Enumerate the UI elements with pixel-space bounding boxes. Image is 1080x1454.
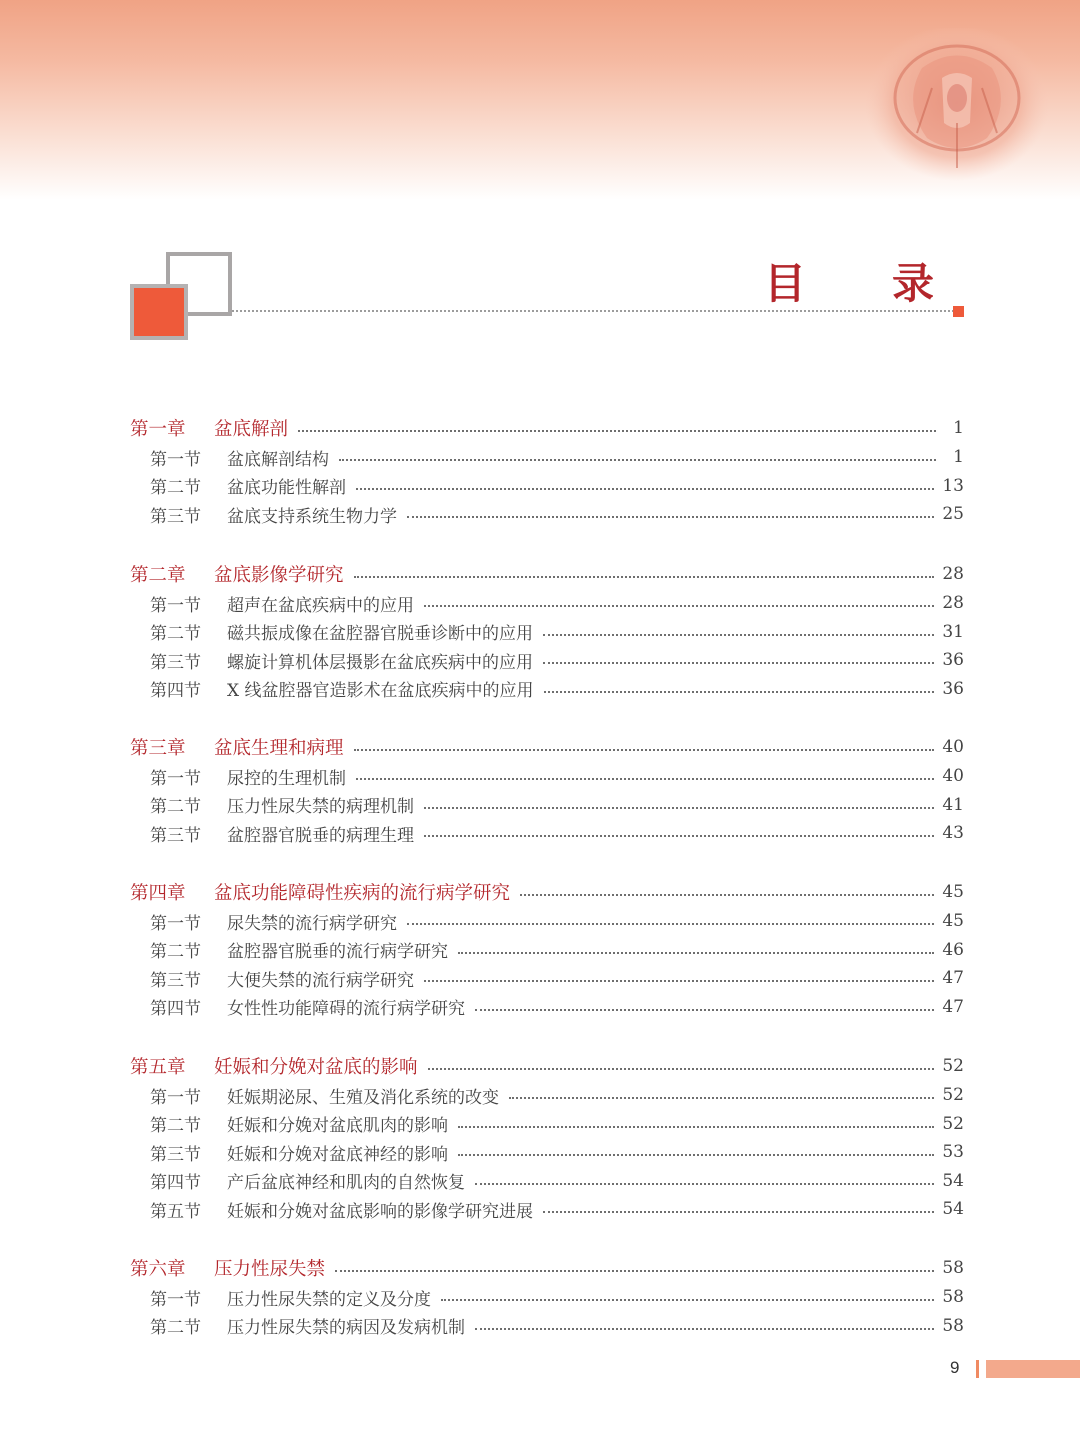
leader-dots (520, 894, 934, 896)
toc-section-row[interactable] (150, 819, 964, 847)
leader-dots (543, 662, 934, 664)
chapter-page: 40 (942, 737, 964, 757)
leader-dots (298, 430, 936, 432)
section-title: 尿失禁的流行病学研究 (227, 913, 397, 934)
chapter-title: 妊娠和分娩对盆底的影响 (214, 1057, 418, 1078)
chapter-number: 第一章 (130, 419, 186, 440)
section-number: 第三节 (150, 825, 201, 846)
section-page: 47 (942, 968, 964, 989)
page-title-char-2: 录 (892, 259, 935, 308)
chapter-number: 第三章 (130, 738, 186, 759)
section-page: 36 (942, 650, 964, 671)
section-number: 第二节 (150, 1318, 201, 1339)
leader-dots (441, 1299, 934, 1301)
toc-section-row[interactable] (150, 646, 964, 674)
chapter-page: 58 (942, 1258, 964, 1278)
section-number: 第二节 (150, 797, 201, 818)
section-page: 47 (942, 996, 964, 1017)
leader-dots (475, 1183, 934, 1185)
toc-section-row[interactable] (150, 1081, 964, 1109)
section-title: 螺旋计算机体层摄影在盆底疾病中的应用 (227, 652, 533, 673)
toc-section-row[interactable] (150, 791, 964, 819)
section-page: 41 (942, 794, 964, 815)
leader-dots (458, 952, 934, 954)
section-page: 13 (942, 475, 964, 496)
chapter-number: 第二章 (130, 565, 186, 586)
toc-section-row[interactable] (150, 936, 964, 964)
section-title: 盆底功能性解剖 (227, 478, 346, 499)
leader-dots (424, 807, 934, 809)
section-page: 52 (942, 1085, 964, 1105)
chapter-number: 第六章 (130, 1259, 186, 1280)
section-title: 盆腔器官脱垂的流行病学研究 (227, 942, 448, 963)
toc-section-row[interactable] (150, 1138, 964, 1166)
section-page: 54 (942, 1170, 964, 1191)
leader-dots (424, 980, 934, 982)
section-page: 58 (942, 1287, 964, 1307)
leader-dots (356, 488, 934, 490)
footer-color-bar (986, 1360, 1080, 1378)
leader-dots (407, 516, 934, 518)
chapter-title: 盆底解剖 (214, 419, 289, 440)
section-number: 第一节 (150, 1289, 201, 1310)
toc-chapter-row[interactable] (130, 414, 964, 442)
leader-dots (509, 1097, 934, 1099)
chapter-number: 第五章 (130, 1057, 186, 1078)
section-page: 25 (942, 504, 964, 525)
section-number: 第一节 (150, 595, 201, 616)
chapter-title: 压力性尿失禁 (214, 1259, 326, 1280)
section-number: 第二节 (150, 478, 201, 499)
toc-chapter-row[interactable] (130, 733, 964, 761)
toc-section-row[interactable] (150, 589, 964, 617)
chapter-page: 1 (953, 418, 964, 438)
section-page: 46 (942, 939, 964, 960)
section-title: 压力性尿失禁的定义及分度 (227, 1289, 431, 1310)
section-number: 第三节 (150, 970, 201, 991)
section-number: 第一节 (150, 768, 201, 789)
section-page: 43 (942, 823, 964, 844)
chapter-title: 盆底功能障碍性疾病的流行病学研究 (214, 883, 511, 904)
leader-dots (458, 1126, 934, 1128)
section-number: 第一节 (150, 913, 201, 934)
section-page: 40 (942, 766, 964, 786)
leader-dots (458, 1154, 934, 1156)
chapter-page: 28 (942, 564, 964, 584)
section-page: 28 (942, 593, 964, 613)
section-page: 53 (942, 1142, 964, 1163)
section-page: 54 (942, 1199, 964, 1220)
section-page: 31 (942, 621, 964, 642)
section-number: 第四节 (150, 681, 201, 702)
toc-chapter-row[interactable] (130, 1254, 964, 1282)
toc-section-row[interactable] (150, 1110, 964, 1138)
section-number: 第一节 (150, 449, 201, 470)
section-title: 产后盆底神经和肌肉的自然恢复 (227, 1173, 465, 1194)
toc-section-row[interactable] (150, 1167, 964, 1195)
section-number: 第三节 (150, 506, 201, 527)
leader-dots (543, 1211, 934, 1213)
section-number: 第二节 (150, 1116, 201, 1137)
section-number: 第四节 (150, 1173, 201, 1194)
section-title: 尿控的生理机制 (227, 768, 346, 789)
section-title: X 线盆腔器官造影术在盆底疾病中的应用 (227, 681, 534, 702)
toc-chapter-row[interactable] (130, 878, 964, 906)
section-title: 女性性功能障碍的流行病学研究 (227, 999, 465, 1020)
leader-dots (356, 778, 934, 780)
leader-dots (428, 1068, 935, 1070)
section-page: 58 (942, 1315, 964, 1336)
toc-section-row[interactable] (150, 1283, 964, 1311)
toc-section-row[interactable] (150, 472, 964, 500)
section-page: 52 (942, 1113, 964, 1134)
leader-dots (424, 605, 934, 607)
section-title: 超声在盆底疾病中的应用 (227, 595, 414, 616)
section-title: 妊娠和分娩对盆底肌肉的影响 (227, 1116, 448, 1137)
section-number: 第三节 (150, 652, 201, 673)
page-title-char-1: 目 (764, 259, 807, 308)
leader-dots (543, 634, 934, 636)
section-number: 第五节 (150, 1201, 201, 1222)
leader-dots (335, 1270, 934, 1272)
leader-dots (475, 1009, 934, 1011)
section-title: 盆腔器官脱垂的病理生理 (227, 825, 414, 846)
section-page: 45 (942, 911, 964, 931)
section-page: 36 (942, 678, 964, 699)
toc-section-row[interactable] (150, 993, 964, 1021)
chapter-title: 盆底影像学研究 (214, 565, 344, 586)
toc-section-row[interactable] (150, 907, 964, 935)
section-title: 大便失禁的流行病学研究 (227, 970, 414, 991)
toc-chapter-row[interactable] (130, 560, 964, 588)
leader-dots (544, 691, 935, 693)
leader-dots (475, 1328, 934, 1330)
page-number: 9 (950, 1358, 960, 1377)
leader-dots (407, 923, 934, 925)
footer-tick-mark (976, 1360, 979, 1378)
leader-dots (354, 576, 935, 578)
leader-dots (424, 835, 934, 837)
toc-section-row[interactable] (150, 500, 964, 528)
section-title: 妊娠和分娩对盆底影响的影像学研究进展 (227, 1201, 533, 1222)
section-number: 第四节 (150, 999, 201, 1020)
toc-chapter-row[interactable] (130, 1052, 964, 1080)
section-page: 1 (953, 447, 964, 467)
section-title: 妊娠和分娩对盆底神经的影响 (227, 1144, 448, 1165)
toc-section-row[interactable] (150, 964, 964, 992)
leader-dots (339, 459, 936, 461)
chapter-page: 45 (942, 882, 964, 902)
section-title: 妊娠期泌尿、生殖及消化系统的改变 (227, 1087, 499, 1108)
toc-section-row[interactable] (150, 675, 964, 703)
chapter-page: 52 (942, 1056, 964, 1076)
section-number: 第三节 (150, 1144, 201, 1165)
toc-section-row[interactable] (150, 618, 964, 646)
section-number: 第二节 (150, 942, 201, 963)
section-number: 第二节 (150, 624, 201, 645)
section-title: 压力性尿失禁的病因及发病机制 (227, 1318, 465, 1339)
chapter-number: 第四章 (130, 883, 186, 904)
section-title: 盆底解剖结构 (227, 449, 329, 470)
toc-section-row[interactable] (150, 443, 964, 471)
section-number: 第一节 (150, 1087, 201, 1108)
leader-dots (354, 749, 935, 751)
section-title: 盆底支持系统生物力学 (227, 506, 397, 527)
section-title: 压力性尿失禁的病理机制 (227, 797, 414, 818)
toc-section-row[interactable] (150, 1195, 964, 1223)
chapter-title: 盆底生理和病理 (214, 738, 344, 759)
section-title: 磁共振成像在盆腔器官脱垂诊断中的应用 (227, 624, 533, 645)
toc-section-row[interactable] (150, 1312, 964, 1340)
toc-section-row[interactable] (150, 762, 964, 790)
